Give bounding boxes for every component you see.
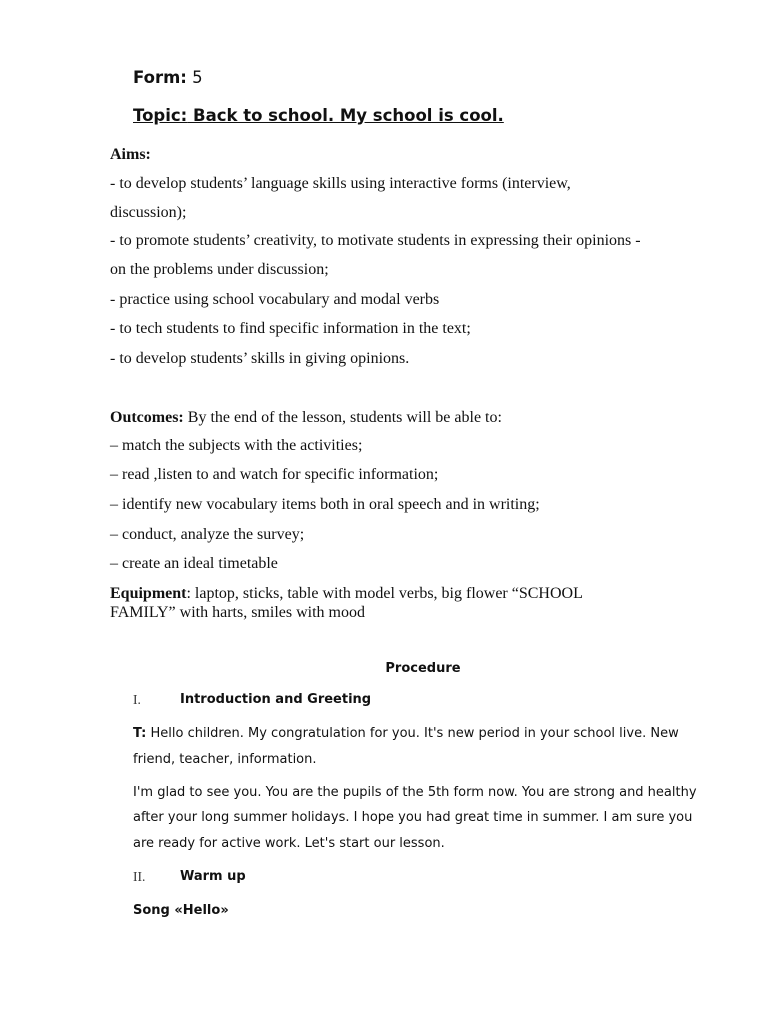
form-value: 5 <box>186 68 203 87</box>
form-line <box>133 68 203 87</box>
procedure-title: Procedure <box>385 661 461 676</box>
outcome-item: – read ,listen to and watch for specific information; <box>110 466 439 483</box>
teacher-text: Hello children. My congratulation for you. It's new period in your school live. New <box>146 726 679 741</box>
section-numeral: II. <box>133 869 146 884</box>
outcomes-line <box>110 409 502 427</box>
aim-line: - practice using school vocabulary and modal verbs <box>110 291 440 308</box>
aim-line: - to develop students’ language skills using interactive forms (interview, <box>110 175 571 192</box>
teacher-line: friend, teacher, information. <box>133 752 317 767</box>
topic-value: Back to school. My school is cool. <box>187 106 504 125</box>
form-label: Form: <box>133 68 187 87</box>
equipment-line <box>110 585 583 603</box>
outcomes-intro: By the end of the lesson, students will be able to: <box>183 409 502 426</box>
topic-line <box>133 106 504 125</box>
outcome-item: – match the subjects with the activities; <box>110 437 363 454</box>
equipment-label: Equipment <box>110 585 187 602</box>
outcome-item: – create an ideal timetable <box>110 555 278 572</box>
outcomes-label: Outcomes: <box>110 409 184 426</box>
aims-heading: Aims: <box>110 146 151 163</box>
aim-line: - to develop students’ skills in giving opinions. <box>110 350 410 367</box>
paragraph-line: after your long summer holidays. I hope you had great time in summer. I am sure you <box>133 810 693 825</box>
section-title: Introduction and Greeting <box>180 692 372 707</box>
speaker-label: T: <box>133 726 147 741</box>
paragraph-line: are ready for active work. Let's start our lesson. <box>133 836 445 851</box>
aim-line: - to promote students’ creativity, to motivate students in expressing their opinions - <box>110 232 641 249</box>
song-title: Song «Hello» <box>133 903 229 918</box>
paragraph-line: I'm glad to see you. You are the pupils of the 5th form now. You are strong and healthy <box>133 785 697 800</box>
section-title: Warm up <box>180 869 246 884</box>
outcome-item: – conduct, analyze the survey; <box>110 526 305 543</box>
equipment-line: FAMILY” with harts, smiles with mood <box>110 604 365 621</box>
teacher-line <box>133 726 679 741</box>
section-numeral: I. <box>133 692 141 707</box>
outcome-item: – identify new vocabulary items both in oral speech and in writing; <box>110 496 540 513</box>
aim-line: discussion); <box>110 204 187 221</box>
equipment-text: : laptop, sticks, table with model verbs, big flower “SCHOOL <box>186 585 583 602</box>
topic-label: Topic: <box>133 106 188 125</box>
aim-line: on the problems under discussion; <box>110 261 329 278</box>
aim-line: - to tech students to find specific information in the text; <box>110 320 471 337</box>
